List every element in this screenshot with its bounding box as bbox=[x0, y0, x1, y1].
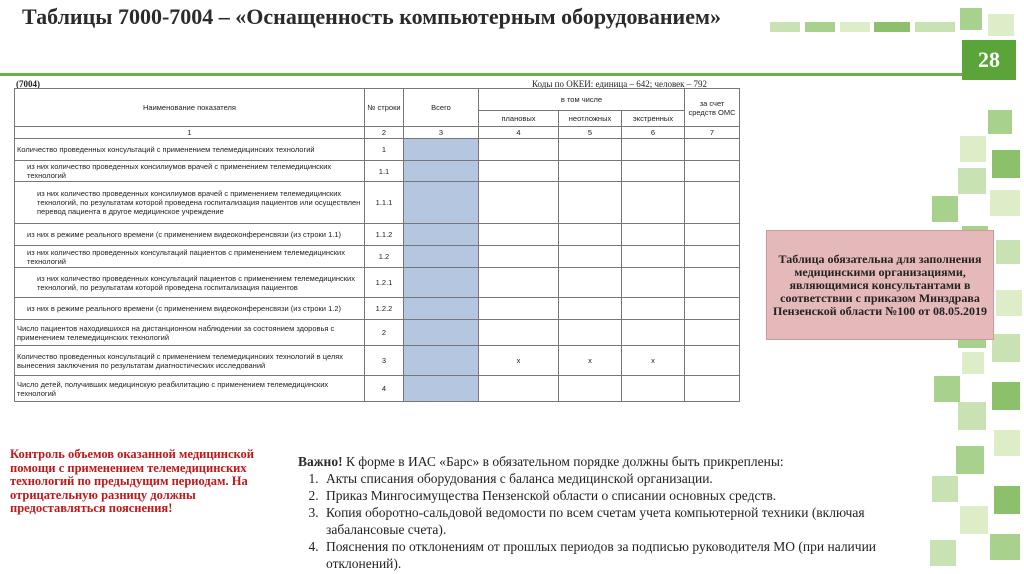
cell-value[interactable] bbox=[622, 268, 685, 298]
cell-value[interactable] bbox=[479, 182, 559, 224]
table-row bbox=[15, 320, 740, 346]
control-note: Контроль объемов оказанной медицинской помощи с применением телемедицинских технологий по предыдущим периодам. На отрицательную разницу должны предоставляться пояснения! bbox=[10, 447, 254, 515]
cell-value[interactable] bbox=[479, 161, 559, 182]
cell-value[interactable] bbox=[479, 139, 559, 161]
row-code: 1.1.2 bbox=[365, 224, 404, 246]
cell-value[interactable] bbox=[559, 376, 622, 402]
cell-value[interactable] bbox=[685, 182, 740, 224]
table-id: (7004) bbox=[16, 79, 40, 89]
table-row bbox=[15, 161, 740, 182]
table-row bbox=[15, 268, 740, 298]
table-row bbox=[15, 376, 740, 402]
cell-value[interactable] bbox=[685, 376, 740, 402]
attachment-item: 1. Акты списания оборудования с баланса медицинской организации. bbox=[322, 470, 898, 487]
row-name: Число пациентов находившихся на дистанционном наблюдении за состоянием здоровья с применением телемедицинских технологий bbox=[15, 320, 365, 346]
header-total: Всего bbox=[404, 89, 479, 127]
cell-total[interactable] bbox=[404, 298, 479, 320]
row-code: 1.2.2 bbox=[365, 298, 404, 320]
row-code: 4 bbox=[365, 376, 404, 402]
cell-value[interactable] bbox=[685, 224, 740, 246]
cell-value[interactable] bbox=[622, 139, 685, 161]
cell-value[interactable]: x bbox=[479, 346, 559, 376]
cell-value[interactable] bbox=[622, 320, 685, 346]
cell-value[interactable]: x bbox=[622, 346, 685, 376]
attachment-item: 3. Копия оборотно-сальдовой ведомости по всем счетам учета компьютерной техники (включая забалансовые счета). bbox=[322, 504, 898, 538]
equipment-table bbox=[14, 88, 740, 402]
column-number: 6 bbox=[622, 127, 685, 139]
important-lead: Важно! bbox=[298, 454, 343, 469]
row-name: Количество проведенных консультаций с применением телемедицинских технологий bbox=[15, 139, 365, 161]
cell-total[interactable] bbox=[404, 268, 479, 298]
cell-value[interactable] bbox=[479, 224, 559, 246]
table-row bbox=[15, 346, 740, 376]
cell-value[interactable] bbox=[559, 161, 622, 182]
table-row bbox=[15, 139, 740, 161]
cell-value[interactable] bbox=[559, 182, 622, 224]
cell-value[interactable] bbox=[622, 224, 685, 246]
cell-value[interactable] bbox=[622, 182, 685, 224]
cell-value[interactable] bbox=[685, 246, 740, 268]
row-code: 2 bbox=[365, 320, 404, 346]
column-number: 5 bbox=[559, 127, 622, 139]
cell-total[interactable] bbox=[404, 224, 479, 246]
row-code: 1 bbox=[365, 139, 404, 161]
column-number: 7 bbox=[685, 127, 740, 139]
cell-total[interactable] bbox=[404, 161, 479, 182]
page-number: 28 bbox=[962, 40, 1016, 80]
cell-value[interactable]: x bbox=[559, 346, 622, 376]
row-code: 1.2.1 bbox=[365, 268, 404, 298]
row-name: из них в режиме реального времени (с применением видеоконференсвязи (из строки 1.1) bbox=[15, 224, 365, 246]
header-name: Наименование показателя bbox=[15, 89, 365, 127]
column-number: 1 bbox=[15, 127, 365, 139]
cell-value[interactable] bbox=[685, 139, 740, 161]
row-name: Количество проведенных консультаций с применением телемедицинских технологий в целях вынесения заключения по результатам диагностических исследований bbox=[15, 346, 365, 376]
row-code: 1.2 bbox=[365, 246, 404, 268]
row-name: из них количество проведенных консультаций пациентов с применением телемедицинских технологий bbox=[15, 246, 365, 268]
row-name: из них в режиме реального времени (с применением видеоконференсвязи (из строки 1.2) bbox=[15, 298, 365, 320]
row-name: из них количество проведенных консилиумов врачей с применением телемедицинских технологий, по результатам которой проведена госпитализация пациентов или осуществлен перевод пациента в другое медицинское учреждение bbox=[15, 182, 365, 224]
table-row bbox=[15, 182, 740, 224]
header-urgent: неотложных bbox=[559, 111, 622, 127]
cell-value[interactable] bbox=[559, 268, 622, 298]
cell-value[interactable] bbox=[479, 376, 559, 402]
important-block bbox=[298, 453, 898, 572]
row-code: 3 bbox=[365, 346, 404, 376]
cell-value[interactable] bbox=[559, 246, 622, 268]
cell-value[interactable] bbox=[559, 139, 622, 161]
row-name: из них количество проведенных консилиумов врачей с применением телемедицинских технологий bbox=[15, 161, 365, 182]
cell-value[interactable] bbox=[622, 376, 685, 402]
header-including: в том числе bbox=[479, 89, 685, 111]
header-oms: за счет средств ОМС bbox=[685, 89, 740, 127]
cell-value[interactable] bbox=[479, 298, 559, 320]
mandatory-note: Таблица обязательна для заполнения медицинскими организациями, являющимися консультантами в соответствии с приказом Минздрава Пензенской области №100 от 08.05.2019 bbox=[766, 230, 994, 340]
cell-total[interactable] bbox=[404, 346, 479, 376]
cell-value[interactable] bbox=[685, 161, 740, 182]
attachment-item: 2. Приказ Мингосимущества Пензенской области о списании основных средств. bbox=[322, 487, 898, 504]
header-emergency: экстренных bbox=[622, 111, 685, 127]
cell-value[interactable] bbox=[685, 346, 740, 376]
cell-value[interactable] bbox=[685, 298, 740, 320]
table-row bbox=[15, 224, 740, 246]
okei-codes: Коды по ОКЕИ: единица – 642; человек – 792 bbox=[532, 79, 708, 89]
attachment-item: 4. Пояснения по отклонениям от прошлых периодов за подписью руководителя МО (при наличии отклонений). bbox=[322, 538, 898, 572]
cell-total[interactable] bbox=[404, 182, 479, 224]
cell-value[interactable] bbox=[559, 224, 622, 246]
column-number: 4 bbox=[479, 127, 559, 139]
column-number: 2 bbox=[365, 127, 404, 139]
cell-total[interactable] bbox=[404, 376, 479, 402]
cell-value[interactable] bbox=[479, 268, 559, 298]
cell-value[interactable] bbox=[479, 320, 559, 346]
cell-value[interactable] bbox=[559, 298, 622, 320]
cell-total[interactable] bbox=[404, 320, 479, 346]
cell-value[interactable] bbox=[622, 298, 685, 320]
table-row bbox=[15, 298, 740, 320]
cell-value[interactable] bbox=[559, 320, 622, 346]
row-name: Число детей, получивших медицинскую реабилитацию с применением телемедицинских технологий bbox=[15, 376, 365, 402]
cell-total[interactable] bbox=[404, 139, 479, 161]
row-code: 1.1.1 bbox=[365, 182, 404, 224]
cell-value[interactable] bbox=[479, 246, 559, 268]
attachments-list bbox=[298, 470, 898, 572]
row-code: 1.1 bbox=[365, 161, 404, 182]
cell-total[interactable] bbox=[404, 246, 479, 268]
row-name: из них количество проведенных консультаций пациентов с применением телемедицинских технологий, по результатам которой проведена госпитализация пациентов bbox=[15, 268, 365, 298]
cell-value[interactable] bbox=[685, 268, 740, 298]
column-number: 3 bbox=[404, 127, 479, 139]
cell-value[interactable] bbox=[622, 246, 685, 268]
header-row-no: № строки bbox=[365, 89, 404, 127]
header-planned: плановых bbox=[479, 111, 559, 127]
important-intro: К форме в ИАС «Барс» в обязательном порядке должны быть прикреплены: bbox=[342, 454, 784, 469]
title-divider bbox=[0, 73, 962, 76]
slide-title: Таблицы 7000-7004 – «Оснащенность компьютерным оборудованием» bbox=[22, 4, 721, 29]
cell-value[interactable] bbox=[685, 320, 740, 346]
table-row bbox=[15, 246, 740, 268]
cell-value[interactable] bbox=[622, 161, 685, 182]
